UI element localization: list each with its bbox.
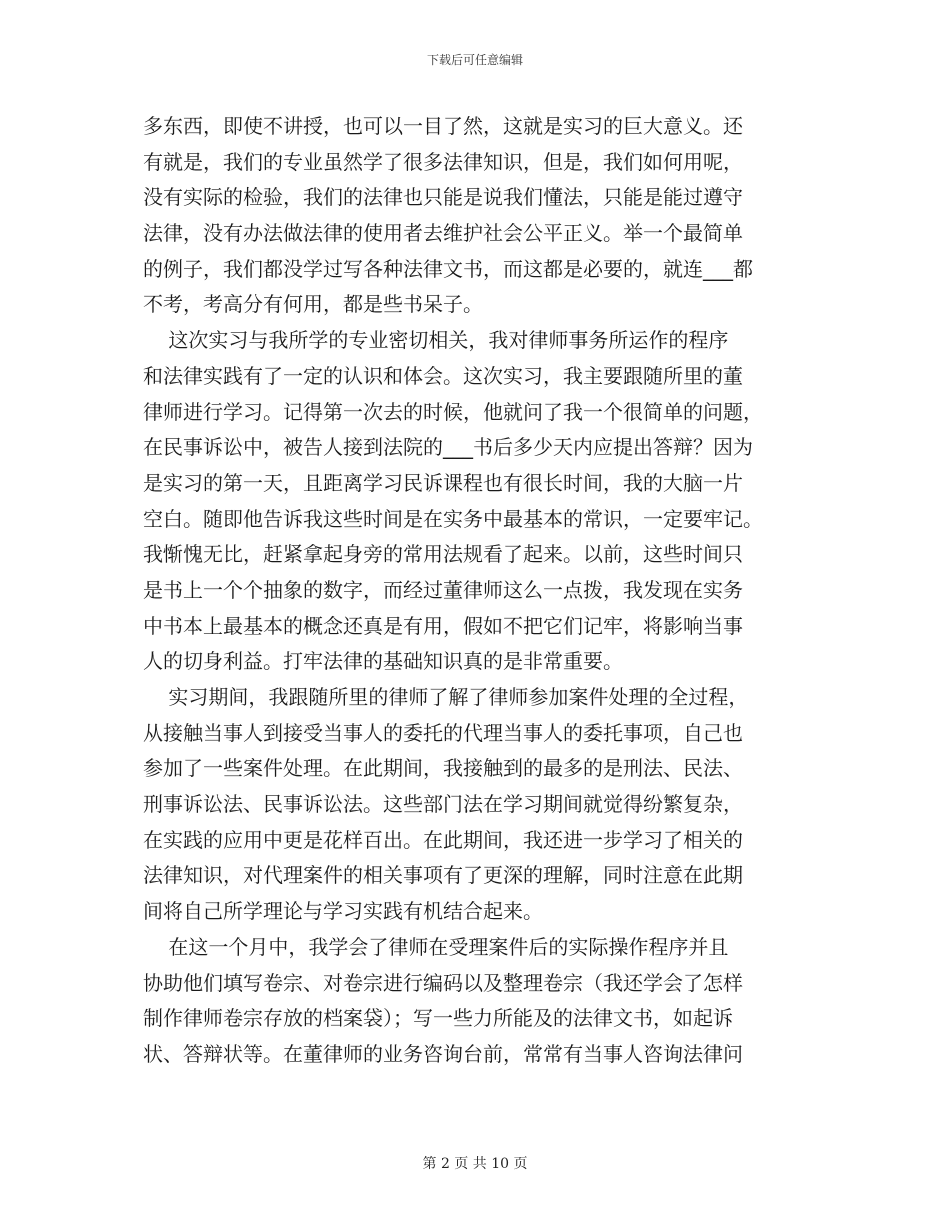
text-line: 刑事诉讼法、民事诉讼法。这些部门法在学习期间就觉得纷繁复杂， xyxy=(143,792,743,817)
text-line: 在民事诉讼中，被告人接到法院的___书后多少天内应提出答辩？因为 xyxy=(143,435,753,460)
text-line: 状、答辩状等。在董律师的业务咨询台前，常常有当事人咨询法律问 xyxy=(143,1041,743,1066)
text-line: 多东西，即使不讲授，也可以一目了然，这就是实习的巨大意义。还 xyxy=(143,114,743,138)
text-line: 间将自己所学理论与学习实践有机结合起来。 xyxy=(143,899,543,924)
text-line: 不考，考高分有何用，都是些书呆子。 xyxy=(143,292,483,317)
text-line: 法律，没有办法做法律的使用者去维护社会公平正义。举一个最简单 xyxy=(143,221,743,246)
text-line: 在实践的应用中更是花样百出。在此期间，我还进一步学习了相关的 xyxy=(143,827,743,852)
text-line: 和法律实践有了一定的认识和体会。这次实习，我主要跟随所里的董 xyxy=(143,363,743,388)
text-line: 在这一个月中，我学会了律师在受理案件后的实际操作程序并且 xyxy=(143,934,729,959)
text-line: 法律知识，对代理案件的相关事项有了更深的理解，同时注意在此期 xyxy=(143,863,743,888)
text-line: 有就是，我们的专业虽然学了很多法律知识，但是，我们如何用呢， xyxy=(143,149,743,174)
text-line: 我惭愧无比，赶紧拿起身旁的常用法规看了起来。以前，这些时间只 xyxy=(143,542,743,567)
page-header: 下载后可任意编辑 xyxy=(426,53,523,67)
text-line: 这次实习与我所学的专业密切相关，我对律师事务所运作的程序 xyxy=(143,328,729,353)
text-line: 人的切身利益。打牢法律的基础知识真的是非常重要。 xyxy=(143,649,623,674)
text-line: 参加了一些案件处理。在此期间，我接触到的最多的是刑法、民法、 xyxy=(143,756,743,781)
text-line: 是实习的第一天，且距离学习民诉课程也有很长时间，我的大脑一片 xyxy=(143,470,743,495)
text-line: 协助他们填写卷宗、对卷宗进行编码以及整理卷宗（我还学会了怎样 xyxy=(143,970,743,995)
text-line: 是书上一个个抽象的数字，而经过董律师这么一点拨，我发现在实务 xyxy=(143,577,743,602)
text-line: 的例子，我们都没学过写各种法律文书，而这都是必要的，就连___都 xyxy=(143,256,753,281)
text-line: 律师进行学习。记得第一次去的时候，他就问了我一个很简单的问题， xyxy=(143,399,763,424)
page-footer: 第 2 页 共 10 页 xyxy=(422,1156,528,1172)
body-text xyxy=(143,109,803,1073)
text-line: 从接触当事人到接受当事人的委托的代理当事人的委托事项，自己也 xyxy=(143,720,743,745)
text-line: 中书本上最基本的概念还真是有用，假如不把它们记牢，将影响当事 xyxy=(143,613,743,638)
text-line: 空白。随即他告诉我这些时间是在实务中最基本的常识，一定要牢记。 xyxy=(143,506,763,531)
text-line: 实习期间，我跟随所里的律师了解了律师参加案件处理的全过程， xyxy=(143,685,749,709)
text-line: 制作律师卷宗存放的档案袋）；写一些力所能及的法律文书，如起诉 xyxy=(143,1006,733,1031)
text-line: 没有实际的检验，我们的法律也只能是说我们懂法，只能是能过遵守 xyxy=(143,185,743,210)
